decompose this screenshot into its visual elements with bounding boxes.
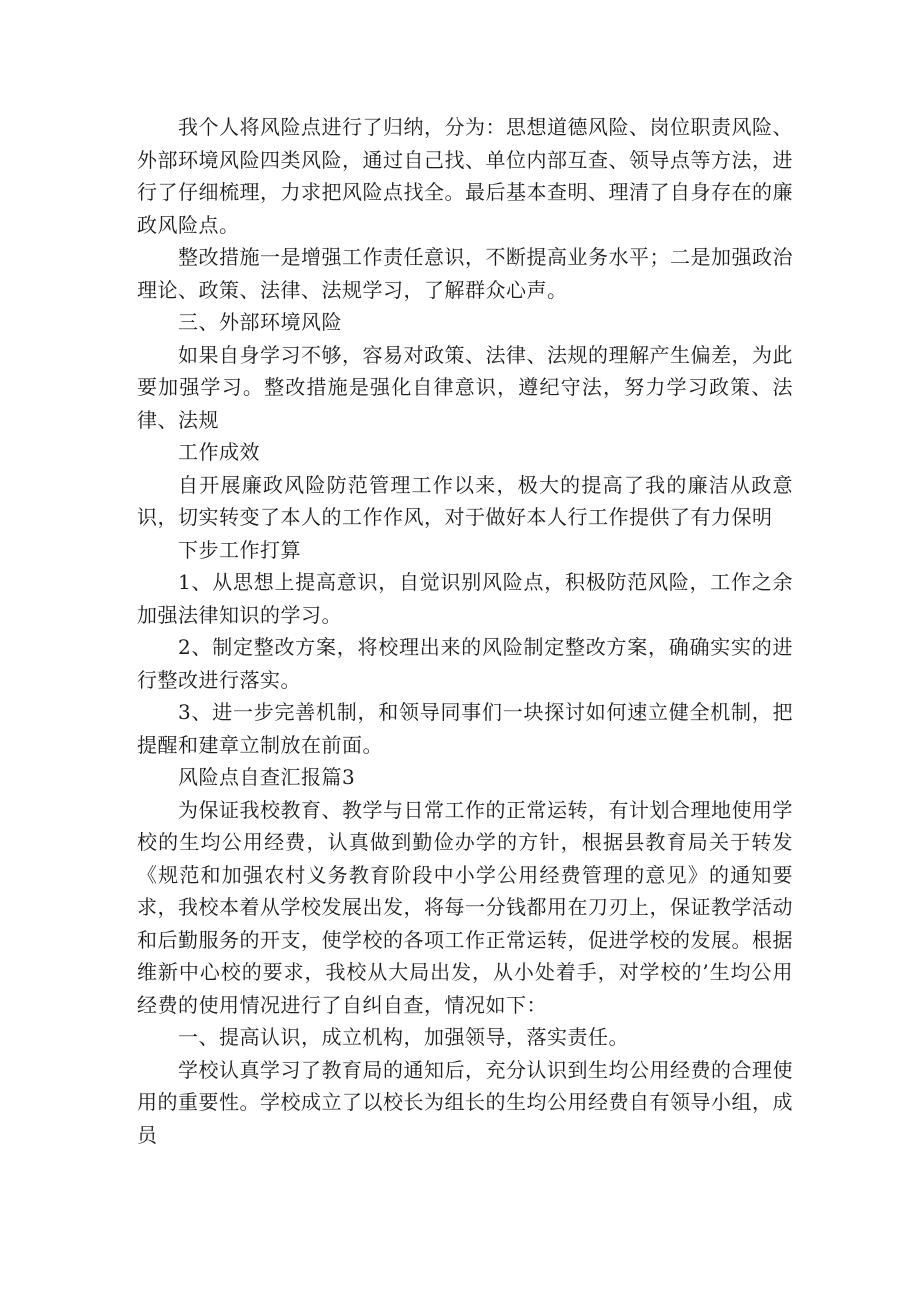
paragraph-study-notice: 学校认真学习了教育局的通知后，充分认识到生均公用经费的合理使用的重要性。学校成立了以校长为组长的生均公用经费自有领导小组，成员 — [137, 1057, 793, 1147]
paragraph-external-risk: 如果自身学习不够，容易对政策、法律、法规的理解产生偏差，为此要加强学习。整改措施是强化自律意识，遵纪守法，努力学习政策、法律、法规 — [137, 342, 793, 432]
heading-raise-awareness: 一、提高认识，成立机构，加强领导，落实责任。 — [178, 1025, 629, 1049]
paragraph-work-results: 自开展廉政风险防范管理工作以来，极大的提高了我的廉洁从政意识，切实转变了本人的工作作风，对于做好本人行工作提供了有力保明 — [137, 472, 793, 529]
section-title-report-3: 风险点自查汇报篇3 — [178, 765, 356, 789]
document-body — [137, 111, 793, 1151]
paragraph-rectification-measures: 整改措施一是增强工作责任意识，不断提高业务水平；二是加强政治理论、政策、法律、法规学习，了解群众心声。 — [137, 245, 793, 302]
list-item-step-1: 1、从思想上提高意识，自觉识别风险点，积极防范风险，工作之余加强法律知识的学习。 — [137, 570, 793, 627]
heading-work-results: 工作成效 — [178, 440, 260, 464]
list-item-step-3: 3、进一步完善机制，和领导同事们一块探讨如何速立健全机制，把提醒和建章立制放在前面。 — [137, 700, 793, 757]
paragraph-risk-summary: 我个人将风险点进行了归纳，分为：思想道德风险、岗位职责风险、外部环境风险四类风险，通过自己找、单位内部互查、领导点等方法，进行了仔细梳理，力求把风险点找全。最后基本查明、理清了自身存在的廉政风险点。 — [137, 115, 793, 237]
list-item-step-2: 2、制定整改方案，将校理出来的风险制定整改方案，确确实实的进行整改进行落实。 — [137, 635, 793, 692]
heading-external-risk: 三、外部环境风险 — [178, 310, 342, 334]
heading-next-steps: 下步工作打算 — [178, 537, 301, 562]
paragraph-report-intro: 为保证我校教育、教学与日常工作的正常运转，有计划合理地使用学校的生均公用经费，认真做到勤俭办学的方针，根据县教育局关于转发《规范和加强农村义务教育阶段中小学公用经费管理的意见》的通知要求，我校本着从学校发展出发，将每一分钱都用在刀刃上，保证教学活动和后勤服务的开支，使学校的各项工作正常运转，促进学校的发展。根据维新中心校的要求，我校从大局出发，从小处着手，对学校的’生均公用经费的使用情况进行了自纠自查，情况如下： — [137, 797, 793, 1017]
